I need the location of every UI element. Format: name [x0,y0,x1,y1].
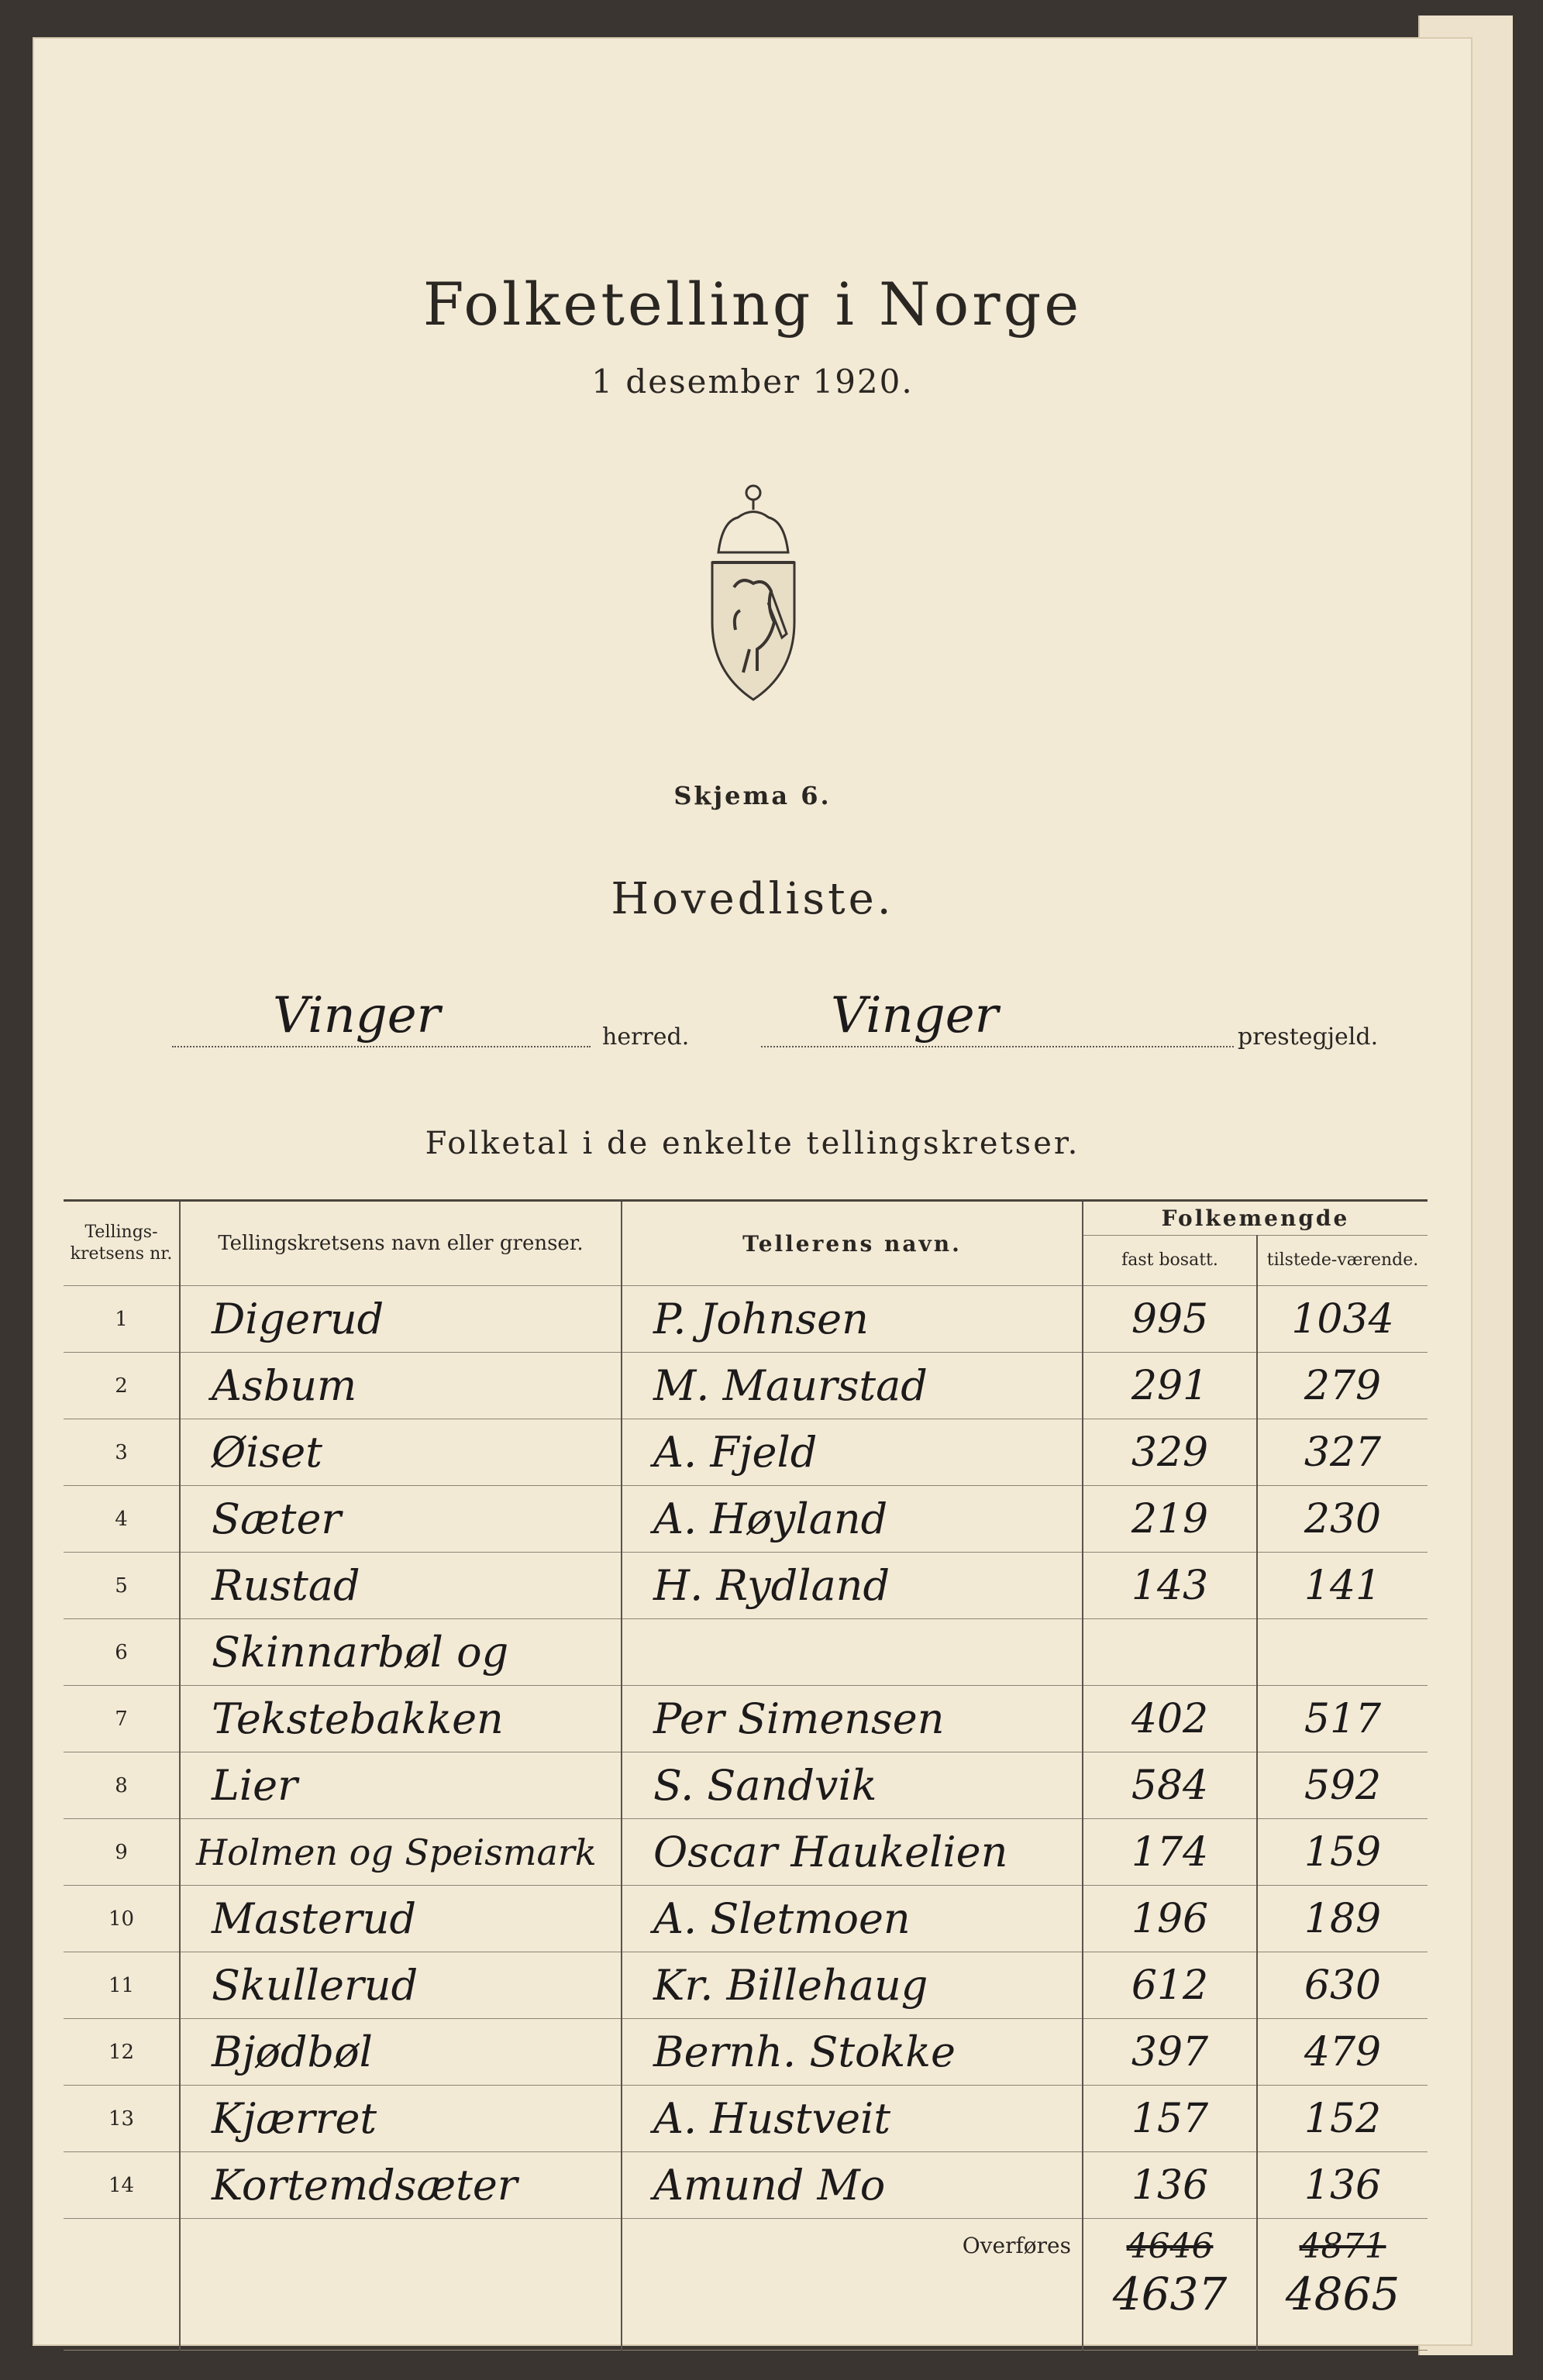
table-row [64,1353,1428,1419]
row-name: Sæter [180,1486,622,1553]
total-tilstede-crossed: 4871 [1299,2227,1386,2266]
row-nr: 14 [64,2152,180,2219]
row-counter: Oscar Haukelien [622,1819,1083,1886]
row-nr: 8 [64,1752,180,1819]
row-name: Rustad [180,1553,622,1619]
row-name: Holmen og Speismark [180,1819,622,1886]
row-counter: Kr. Billehaug [622,1952,1083,2019]
row-name: Bjødbøl [180,2019,622,2086]
row-counter: Bernh. Stokke [622,2019,1083,2086]
row-counter: H. Rydland [622,1553,1083,1619]
row-tilstede: 327 [1257,1419,1428,1486]
row-nr: 3 [64,1419,180,1486]
total-tilstede-corrected: 4865 [1285,2268,1400,2320]
row-nr: 6 [64,1619,180,1686]
row-fast: 584 [1083,1752,1257,1819]
row-name: Masterud [180,1886,622,1952]
prestegjeld-label: prestegjeld. [1238,1023,1379,1051]
row-fast: 136 [1083,2152,1257,2219]
total-nr-cell [64,2219,180,2351]
row-fast: 329 [1083,1419,1257,1486]
total-fast-crossed: 4646 [1126,2227,1214,2266]
row-counter [622,1619,1083,1686]
total-fast [1083,2219,1257,2351]
row-counter: A. Høyland [622,1486,1083,1553]
row-fast: 995 [1083,1286,1257,1353]
row-fast: 174 [1083,1819,1257,1886]
table-title: Folketal i de enkelte tellingskretser. [425,1126,1080,1161]
table-row [64,2019,1428,2086]
total-fast-corrected: 4637 [1112,2268,1228,2320]
row-fast: 397 [1083,2019,1257,2086]
herred-value: Vinger [273,987,441,1044]
census-table [64,1199,1428,2351]
table-row [64,1886,1428,1952]
row-name: Skinnarbøl og [180,1619,622,1686]
total-row [64,2219,1428,2351]
row-nr: 2 [64,1353,180,1419]
row-tilstede: 479 [1257,2019,1428,2086]
row-tilstede: 630 [1257,1952,1428,2019]
prestegjeld-line [761,1046,1234,1047]
header-name: Tellingskretsens navn eller grenser. [180,1201,622,1286]
row-tilstede: 152 [1257,2086,1428,2152]
table-row [64,1419,1428,1486]
census-date: 1 desember 1920. [591,363,914,401]
row-tilstede: 279 [1257,1353,1428,1419]
row-name: Øiset [180,1419,622,1486]
row-tilstede: 159 [1257,1819,1428,1886]
row-nr: 10 [64,1886,180,1952]
row-fast: 402 [1083,1686,1257,1752]
row-counter: Amund Mo [622,2152,1083,2219]
table-row [64,1286,1428,1353]
row-counter: P. Johnsen [622,1286,1083,1353]
row-tilstede: 230 [1257,1486,1428,1553]
row-fast: 157 [1083,2086,1257,2152]
schema-number: Skjema 6. [673,781,832,810]
table-row [64,2086,1428,2152]
row-name: Digerud [180,1286,622,1353]
row-fast [1083,1619,1257,1686]
row-name: Lier [180,1752,622,1819]
table-row [64,1619,1428,1686]
row-name: Tekstebakken [180,1686,622,1752]
row-name: Kortemdsæter [180,2152,622,2219]
header-fast: fast bosatt. [1083,1236,1257,1286]
norwegian-coat-of-arms-icon [695,479,811,711]
form-title: Folketelling i Norge [422,270,1083,339]
total-label: Overføres [622,2219,1083,2351]
census-form-page [33,37,1472,2346]
table-row [64,1752,1428,1819]
row-tilstede: 141 [1257,1553,1428,1619]
row-tilstede: 189 [1257,1886,1428,1952]
total-name-cell [180,2219,622,2351]
table-row [64,1686,1428,1752]
row-counter: Per Simensen [622,1686,1083,1752]
row-nr: 7 [64,1686,180,1752]
list-title: Hovedliste. [611,874,894,924]
row-nr: 5 [64,1553,180,1619]
table-row [64,1553,1428,1619]
herred-line [172,1046,591,1047]
prestegjeld-value: Vinger [831,987,999,1044]
row-tilstede: 517 [1257,1686,1428,1752]
row-fast: 612 [1083,1952,1257,2019]
table-row [64,1952,1428,2019]
table-row [64,1819,1428,1886]
row-counter: A. Hustveit [622,2086,1083,2152]
row-counter: S. Sandvik [622,1752,1083,1819]
row-name: Asbum [180,1353,622,1419]
table-row [64,2152,1428,2219]
row-nr: 9 [64,1819,180,1886]
row-nr: 11 [64,1952,180,2019]
row-tilstede: 1034 [1257,1286,1428,1353]
header-tilstede: tilstede-værende. [1257,1236,1428,1286]
row-nr: 13 [64,2086,180,2152]
row-fast: 196 [1083,1886,1257,1952]
row-fast: 291 [1083,1353,1257,1419]
row-counter: A. Sletmoen [622,1886,1083,1952]
row-tilstede: 136 [1257,2152,1428,2219]
place-fields [172,987,1412,1060]
row-fast: 219 [1083,1486,1257,1553]
row-counter: M. Maurstad [622,1353,1083,1419]
row-nr: 4 [64,1486,180,1553]
row-name: Skullerud [180,1952,622,2019]
row-tilstede [1257,1619,1428,1686]
row-nr: 1 [64,1286,180,1353]
herred-label: herred. [602,1023,690,1051]
row-name: Kjærret [180,2086,622,2152]
row-nr: 12 [64,2019,180,2086]
header-nr: Tellings-kretsens nr. [64,1201,180,1286]
row-fast: 143 [1083,1553,1257,1619]
row-tilstede: 592 [1257,1752,1428,1819]
header-population: Folkemengde [1083,1201,1428,1236]
header-counter: Tellerens navn. [622,1201,1083,1286]
total-tilstede [1257,2219,1428,2351]
row-counter: A. Fjeld [622,1419,1083,1486]
table-row [64,1486,1428,1553]
